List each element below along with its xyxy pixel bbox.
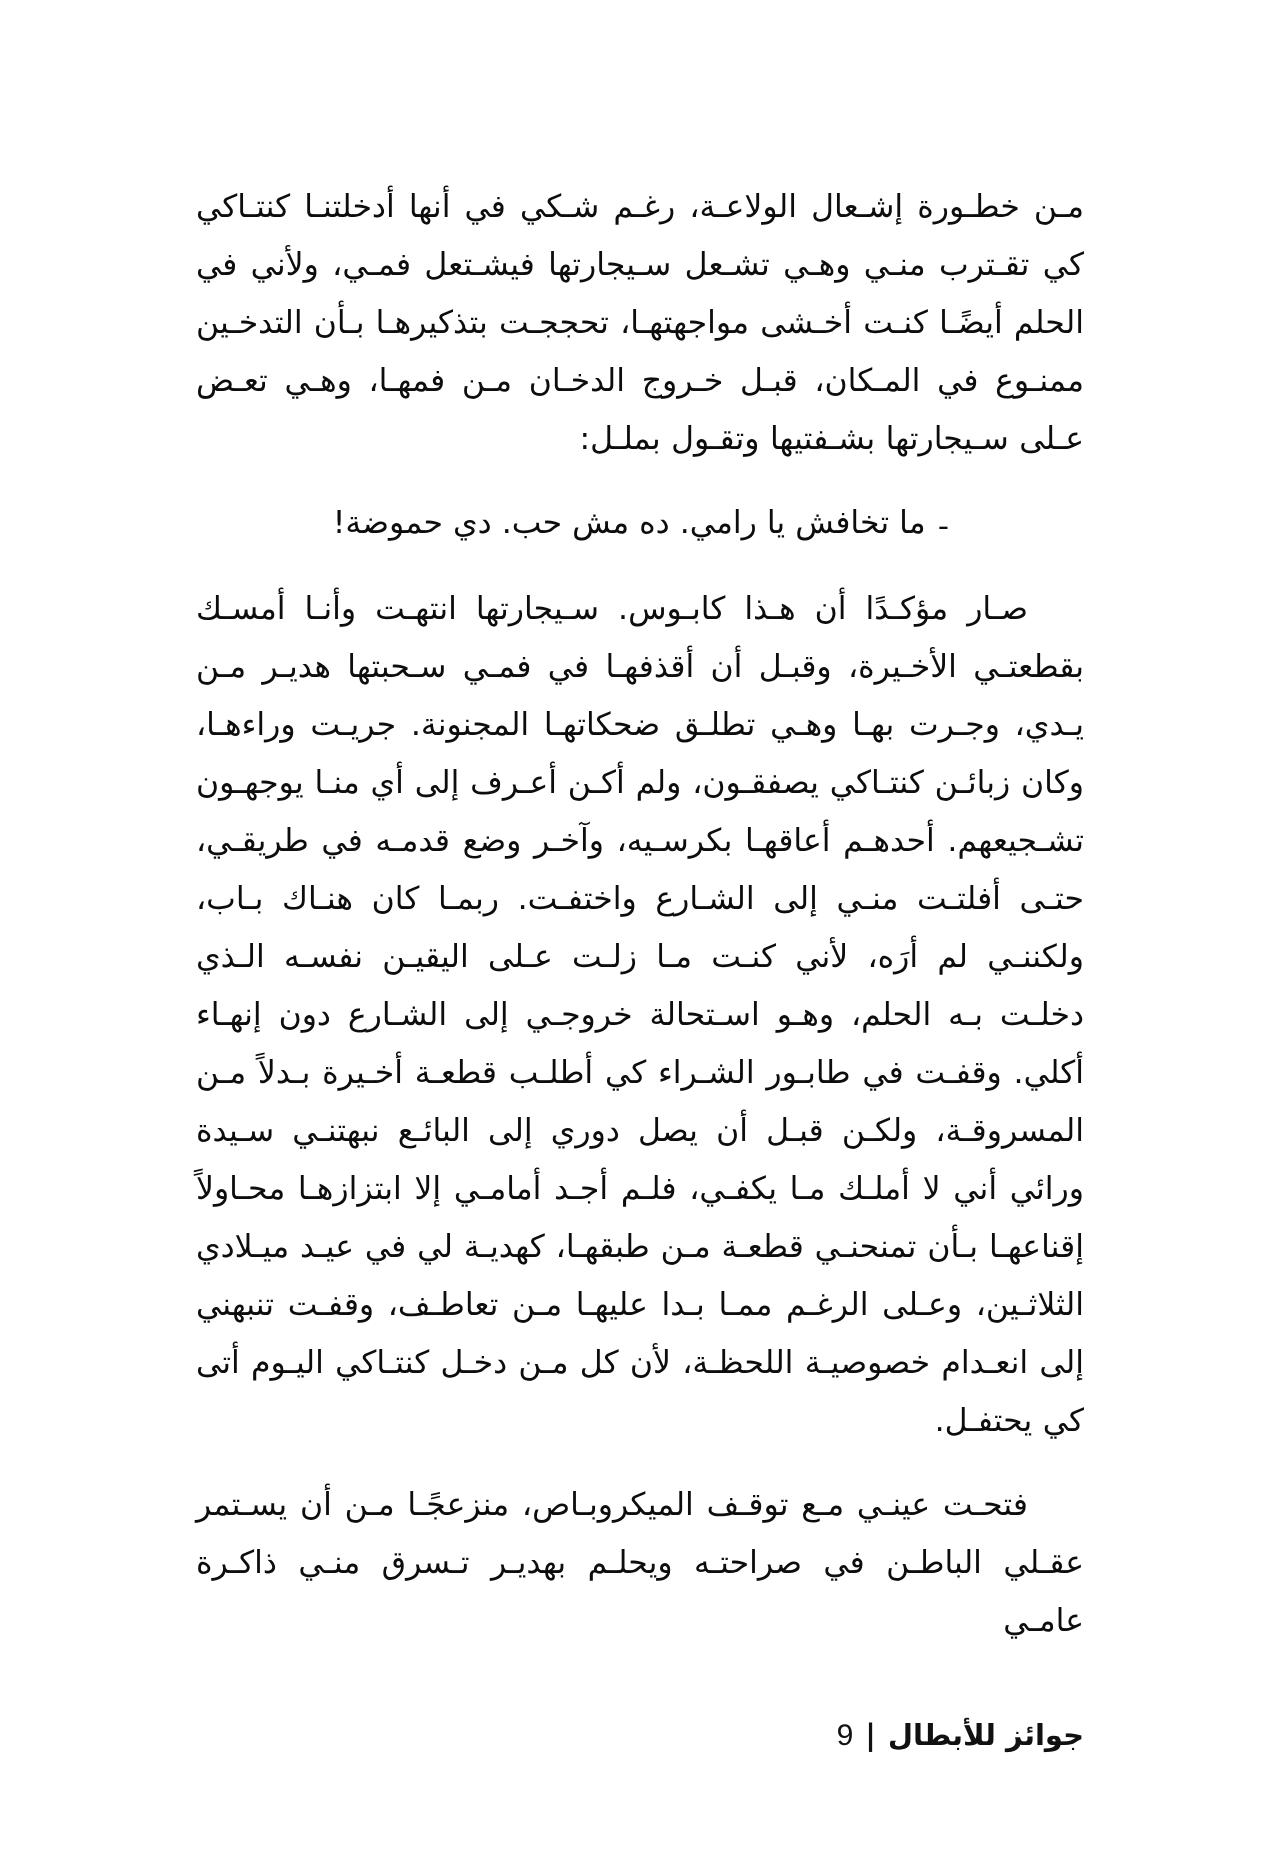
- page-content: [196, 178, 1084, 1650]
- footer-separator: |: [865, 1718, 876, 1752]
- page-footer: [196, 1718, 1084, 1753]
- dialogue-line-1: [196, 494, 1084, 554]
- footer-inner: [837, 1718, 1084, 1753]
- paragraph-2: صـار مؤكـدًا أن هـذا كابـوس. سـيجارتها انتهـت وأنـا أمسـك بقطعتـي الأخـيرة، وقبـل أن أقذفهـا في فمـي سـحبتها هديـر مـن يـدي، وجـرت بهـا وهـي تطلـق ضحكاتهـا المجنونة. جريـت وراءهـا، وكان زبائـن كنتـاكي يصفقـون، ولم أكـن أعـرف إلى أي منـا يوجهـون تشـجيعهم. أحدهـم أعاقهـا بكرسـيه، وآخـر وضع قدمـه في طريقـي، حتـى أفلتـت منـي إلى الشـارع واختفـت. ربمـا كان هنـاك بـاب، ولكننـي لم أرَه، لأني كنـت مـا زلـت عـلى اليقيـن نفسـه الـذي دخلـت بـه الحلم، وهـو اسـتحالة خروجـي إلى الشـارع دون إنهـاء أكلي. وقفـت في طابـور الشـراء كي أطلـب قطعـة أخـيرة بـدلاً مـن المسروقـة، ولكـن قبـل أن يصل دوري إلى البائـع نبهتنـي سـيدة ورائي أني لا أملـك مـا يكفـي، فلـم أجـد أمامـي إلا ابتزازهـا محـاولاً إقناعهـا بـأن تمنحنـي قطعـة مـن طبقهـا، كهديـة لي في عيـد ميـلادي الثلاثـين، وعـلى الرغـم ممـا بـدا عليهـا مـن تعاطـف، وقفـت تنبهني إلى انعـدام خصوصيـة اللحظـة، لأن كل مـن دخـل كنتـاكي اليـوم أتى كي يحتفـل.: [196, 591, 1084, 1439]
- footer-book-title: جوائز للأبطال: [887, 1718, 1084, 1752]
- dialogue-text: ما تخافش يا رامي. ده مش حب. دي حموضة!: [332, 505, 926, 541]
- dialogue-dash: ـ: [939, 506, 948, 536]
- paragraph-1: مـن خطـورة إشـعال الولاعـة، رغـم شـكي في أنها أدخلتنـا كنتـاكي كي تقـترب منـي وهـي تشـعل سـيجارتها فيشـتعل فمـي، ولأني في الحلم أيضًـا كنـت أخـشى مواجهتهـا، تحججـت بتذكيرهـا بـأن التدخـين ممنـوع في المـكان، قبـل خـروج الدخـان مـن فمهـا، وهـي تعـض عـلى سـيجارتها بشـفتيها وتقـول بملـل:: [196, 189, 1084, 457]
- footer-page-number: 9: [836, 1719, 854, 1752]
- paragraph-3: فتحـت عينـي مـع توقـف الميكروبـاص، منزعجًـا مـن أن يسـتمر عقـلي الباطـن في صراحتـه ويحلـم بهديـر تـسرق منـي ذاكـرة عامـي: [196, 1487, 1084, 1639]
